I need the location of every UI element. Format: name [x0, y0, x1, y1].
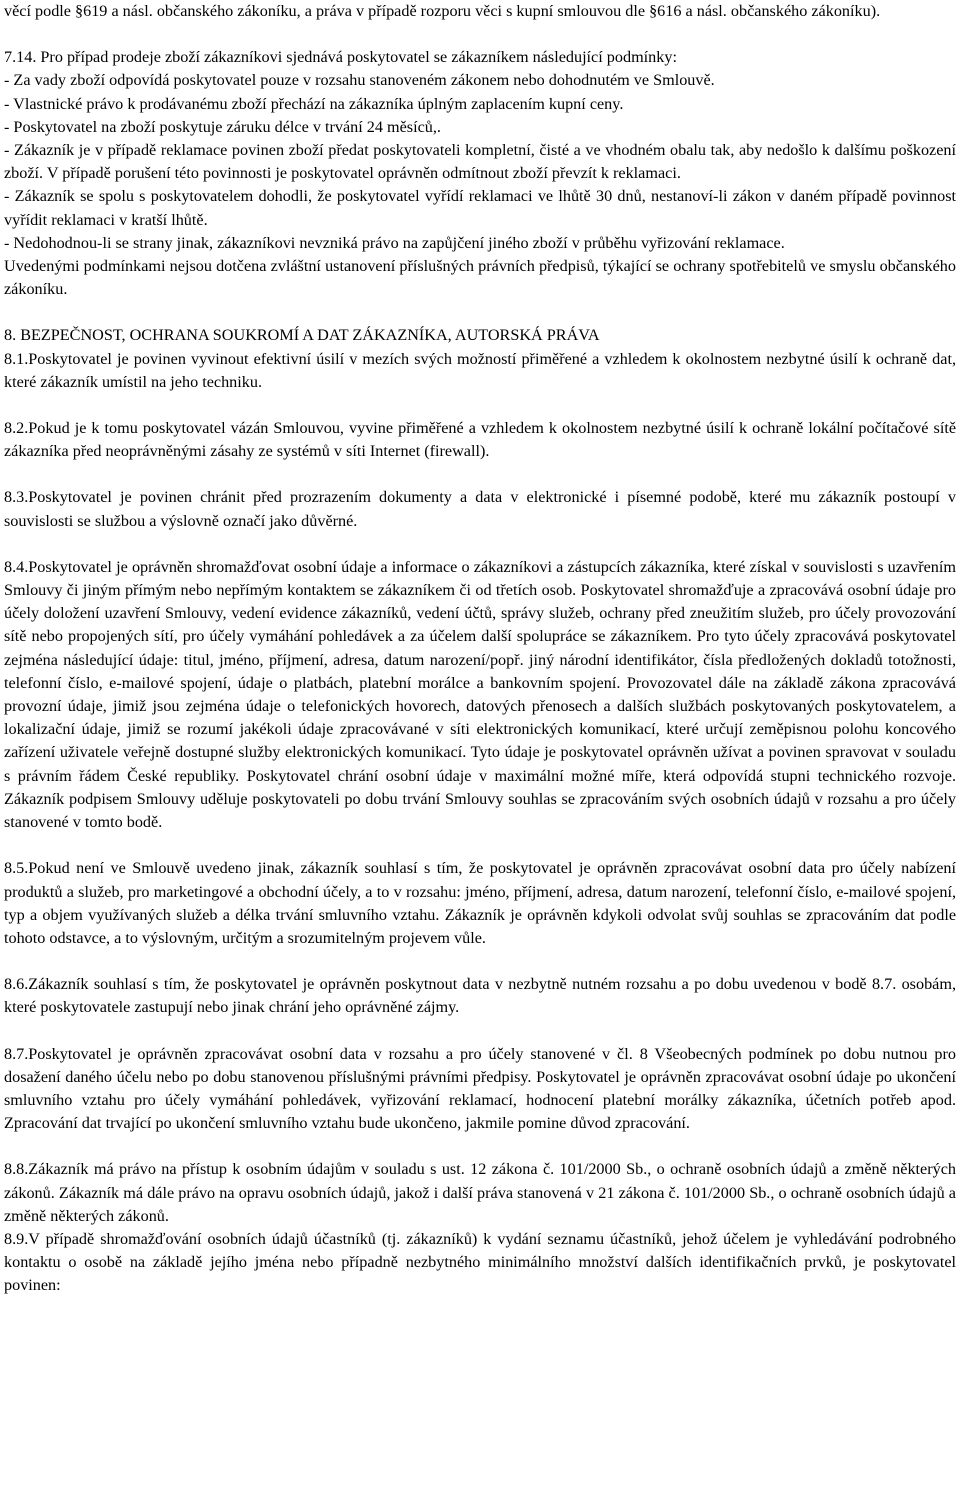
spacer — [4, 533, 956, 556]
paragraph-8-9: 8.9.V případě shromažďování osobních údajů účastníků (tj. zákazníků) k vydání seznamu účastníků, jehož účelem je vyhledávání podrobného kontaktu o osobě na základě jejího jména nebo případně nezbytného minimálního množství dalších identifikačních prvků, je poskytovatel povinen: — [4, 1229, 956, 1295]
section-7-14-intro: 7.14. Pro případ prodeje zboží zákazníkovi sjednává poskytovatel se zákazníkem následující podmínky: — [4, 48, 677, 67]
section-8-heading: 8. BEZPEČNOST, OCHRANA SOUKROMÍ A DAT ZÁKAZNÍKA, AUTORSKÁ PRÁVA — [4, 326, 600, 345]
condition-item: - Za vady zboží odpovídá poskytovatel pouze v rozsahu stanoveném zákonem nebo dohodnutém ve Smlouvě. — [4, 71, 715, 90]
condition-item: - Zákazník je v případě reklamace povinen zboží předat poskytovateli kompletní, čisté a ve vhodném obalu tak, aby nedošlo k dalšímu poškození zboží. V případě porušení této povinnosti je poskytovatel oprávněn odmítnout zboží převzít k reklamaci. — [4, 141, 956, 183]
paragraph-8-1: 8.1.Poskytovatel je povinen vyvinout efektivní úsilí v mezích svých možností přiměřené a vzhledem k okolnostem nezbytné úsilí k ochraně dat, které zákazník umístil na jeho techniku. — [4, 349, 956, 391]
spacer — [4, 23, 956, 46]
spacer — [4, 301, 956, 324]
spacer — [4, 1020, 956, 1043]
spacer — [4, 1135, 956, 1158]
spacer — [4, 950, 956, 973]
spacer — [4, 834, 956, 857]
paragraph-8-3: 8.3.Poskytovatel je povinen chránit před prozrazením dokumenty a data v elektronické i písemné podobě, které mu zákazník postoupí v souvislosti se službou a výslovně označí jako důvěrné. — [4, 488, 956, 530]
paragraph-8-2: 8.2.Pokud je k tomu poskytovatel vázán Smlouvou, vyvine přiměřené a vzhledem k okolnostem nezbytné úsilí k ochraně lokální počítačové sítě zákazníka před neoprávněnými zásahy ze systémů v síti Internet (firewall). — [4, 419, 956, 461]
paragraph-8-8: 8.8.Zákazník má právo na přístup k osobním údajům v souladu s ust. 12 zákona č. 101/2000 Sb., o ochraně osobních údajů a změně některých zákonů. Zákazník má dále právo na opravu osobních údajů, jakož i další práva stanovená v 21 zákona č. 101/2000 Sb., o ochraně osobních údajů a změně některých zákonů. — [4, 1160, 956, 1225]
spacer — [4, 394, 956, 417]
condition-item: - Vlastnické právo k prodávanému zboží přechází na zákazníka úplným zaplacením kupní ceny. — [4, 94, 624, 113]
condition-item: - Zákazník se spolu s poskytovatelem dohodli, že poskytovatel vyřídí reklamaci ve lhůtě 30 dnů, nestanoví-li zákon v daném případě povinnost vyřídit reklamaci v kratší lhůtě. — [4, 187, 956, 229]
paragraph-8-4: 8.4.Poskytovatel je oprávněn shromažďovat osobní údaje a informace o zákazníkovi a zástupcích zákazníka, které získal v souvislosti s uzavřením Smlouvy či jiným přímým nebo nepřímým kontaktem se zákazníkem či od třetích osob. Poskytovatel shromažďuje a zpracovává osobní údaje pro účely doložení uzavření Smlouvy, vedení evidence zákazníků, vedení účtů, správy služeb, ochrany před zneužitím služeb, pro účely provozování sítě nebo propojených sítí, pro účely vymáhání pohledávek a za účelem další spolupráce se zákazníkem. Pro tyto účely zpracovává poskytovatel zejména následující údaje: titul, jméno, příjmení, adresa, datum narození/popř. jiný národní identifikátor, čísla předložených dokladů totožnosti, telefonní číslo, e-mailové spojení, údaje o platbách, platební morálce a bankovním spojení. Provozovatel dále na základě zákona zpracovává provozní údaje, jimiž jsou zejména údaje o telefonických hovorech, datových přenosech a dalších službách poskytovaných poskytovatelem, a lokalizační údaje, jimiž se rozumí jakékoli údaje zpracovávané v síti elektronických komunikací, které určují zeměpisnou polohu koncového zařízení uživatele veřejně dostupné služby elektronických komunikací. Tyto údaje je poskytovatel oprávněn užívat a povinen spravovat v souladu s právním řádem České republiky. Poskytovatel chrání osobní údaje v maximální možné míře, která odpovídá stupni technického rozvoje. Zákazník podpisem Smlouvy uděluje poskytovateli po dobu trvání Smlouvy souhlas se zpracováním svých osobních údajů v rozsahu a pro účely stanovené v tomto bodě. — [4, 557, 956, 832]
condition-item: - Poskytovatel na zboží poskytuje záruku délce v trvání 24 měsíců,. — [4, 117, 441, 136]
condition-item: - Nedohodnou-li se strany jinak, zákazníkovi nevzniká právo na zapůjčení jiného zboží v průběhu vyřizování reklamace. — [4, 233, 785, 252]
spacer — [4, 463, 956, 486]
paragraph-8-5: 8.5.Pokud není ve Smlouvě uvedeno jinak, zákazník souhlasí s tím, že poskytovatel je oprávněn zpracovávat osobní data pro účely nabízení produktů a služeb, pro marketingové a obchodní účely, a to v rozsahu: jméno, příjmení, adresa, datum narození, telefonní číslo, e-mailové spojení, typ a objem využívaných služeb a délka trvání smluvního vztahu. Zákazník je oprávněn kdykoli odvolat svůj souhlas se zpracováním dat podle tohoto odstavce, a to výslovným, určitým a srozumitelným projevem vůle. — [4, 859, 956, 947]
paragraph-8-7: 8.7.Poskytovatel je oprávněn zpracovávat osobní data v rozsahu a pro účely stanovené v čl. 8 Všeobecných podmínek po dobu nutnou pro dosažení daného účelu nebo po dobu stanovenou příslušnými právními předpisy. Poskytovatel je oprávněn zpracovávat osobní údaje po ukončení smluvního vztahu pro účely vymáhání pohledávek, vyřizování reklamací, hodnocení platební morálky zákazníka, účetních potřeb apod. Zpracování dat trvající po ukončení smluvního vztahu bude ukončeno, jakmile pomine důvod zpracování. — [4, 1044, 956, 1133]
paragraph-8-6: 8.6.Zákazník souhlasí s tím, že poskytovatel je oprávněn poskytnout data v nezbytně nutném rozsahu a po dobu uvedenou v bodě 8.7. osobám, které poskytovatele zastupují nebo jinak chrání jeho oprávněné zájmy. — [4, 975, 956, 1017]
continuation-paragraph: věcí podle §619 a násl. občanského zákoníku, a práva v případě rozporu věci s kupní smlouvou dle §616 a násl. občanského zákoníku). — [4, 2, 881, 20]
condition-closing-note: Uvedenými podmínkami nejsou dotčena zvláštní ustanovení příslušných právních předpisů, týkající se ochrany spotřebitelů ve smyslu občanského zákoníku. — [4, 257, 956, 299]
